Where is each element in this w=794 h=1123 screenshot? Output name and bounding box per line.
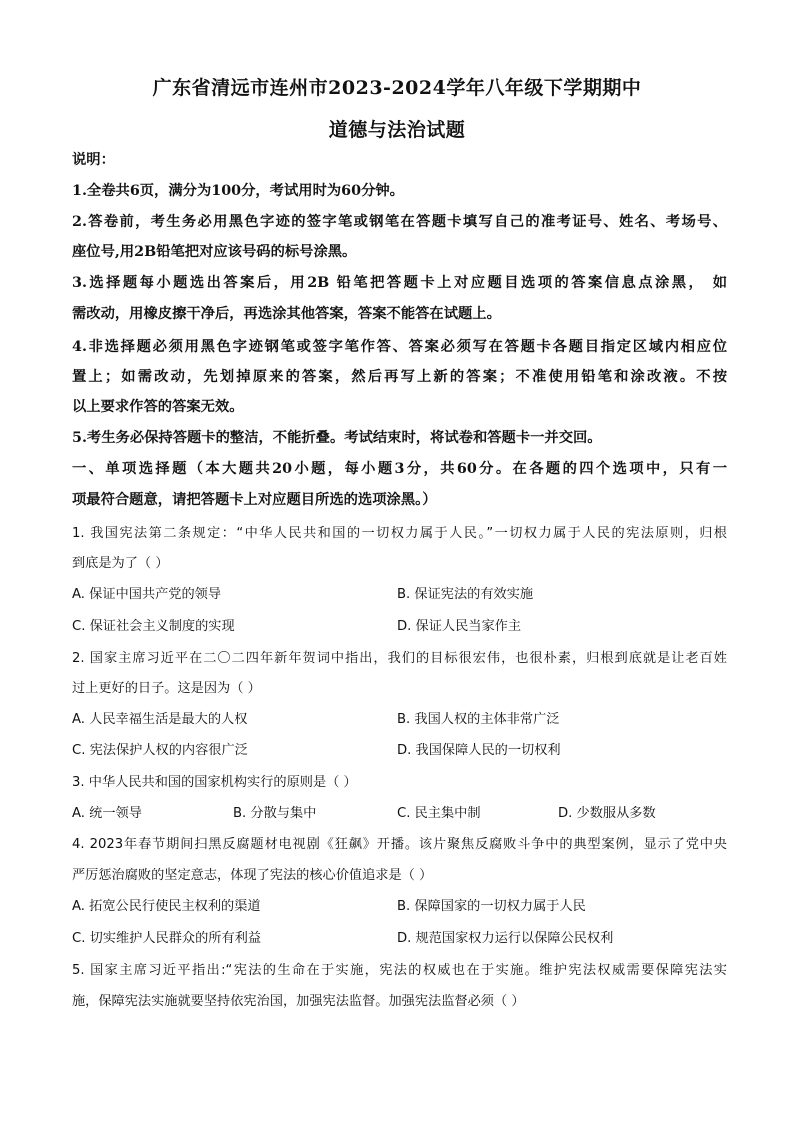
question-3-option-d: D. 少数服从多数 (558, 806, 656, 821)
question-4-stem-2: 严厉惩治腐败的坚定意志，体现了宪法的核心价值追求是（ ） (72, 868, 433, 883)
question-1-option-b: B. 保证宪法的有效实施 (397, 587, 534, 602)
question-4-option-d: D. 规范国家权力运行以保障公民权利 (397, 931, 614, 946)
question-1-stem-2: 到底是为了（ ） (72, 556, 169, 571)
question-3-option-a: A. 统一领导 (72, 806, 142, 821)
instruction-1: 1.全卷共6页，满分为100分，考试用时为60分钟。 (72, 183, 404, 199)
question-2-stem-2: 过上更好的日子。这是因为（ ） (72, 681, 261, 696)
instructions-heading: 说明： (72, 152, 115, 168)
question-4-stem-1: 4. 2023年春节期间扫黑反腐题材电视剧《狂飙》开播。该片聚焦反腐败斗争中的典型案例，显示了党中央 (72, 837, 727, 852)
question-1-option-a: A. 保证中国共产党的领导 (72, 587, 222, 602)
instruction-2a: 2.答卷前，考生务必用黑色字迹的签字笔或钢笔在答题卡填写自己的准考证号、姓名、考场号、 (72, 214, 727, 230)
instruction-4a: 4.非选择题必须用黑色字迹钢笔或签字笔作答、答案必须写在答题卡各题目指定区域内相应位 (72, 339, 727, 355)
question-1-option-c: C. 保证社会主义制度的实现 (72, 619, 235, 634)
instruction-2b: 座位号,用2B铅笔把对应该号码的标号涂黑。 (72, 244, 357, 260)
question-5-stem-1: 5. 国家主席习近平指出:“宪法的生命在于实施，宪法的权威也在于实施。维护宪法权威需要保障宪法实 (72, 963, 727, 978)
instruction-4b: 置上；如需改动，先划掉原来的答案，然后再写上新的答案；不准使用铅笔和涂改液。不按 (72, 369, 727, 385)
section-heading-1: 一、单项选择题（本大题共20小题，每小题3分，共60分。在各题的四个选项中，只有一 (72, 461, 727, 477)
question-2-option-c: C. 宪法保护人权的内容很广泛 (72, 743, 248, 758)
question-2-option-d: D. 我国保障人民的一切权利 (397, 743, 561, 758)
question-3-stem: 3. 中华人民共和国的国家机构实行的原则是（ ） (72, 775, 357, 790)
instruction-3a: 3.选择题每小题选出答案后，用2B 铅笔把答题卡上对应题目选项的答案信息点涂黑， 如 (72, 275, 727, 291)
question-4-option-b: B. 保障国家的一切权力属于人民 (397, 899, 586, 914)
instruction-5: 5.考生务必保持答题卡的整洁，不能折叠。考试结束时，将试卷和答题卡一并交回。 (72, 430, 602, 446)
instruction-3b: 需改动，用橡皮擦干净后，再选涂其他答案，答案不能答在试题上。 (72, 306, 501, 322)
subject-title: 道德与法治试题 (328, 119, 466, 141)
instruction-4c: 以上要求作答的答案无效。 (72, 399, 244, 415)
section-heading-2: 项最符合题意，请把答题卡上对应题目所选的选项涂黑。） (72, 492, 437, 508)
question-3-option-b: B. 分散与集中 (233, 806, 317, 821)
question-2-option-b: B. 我国人权的主体非常广泛 (397, 712, 560, 727)
exam-title: 广东省清远市连州市2023-2024学年八年级下学期期中 (152, 77, 642, 99)
question-5-stem-2: 施，保障宪法实施就要坚持依宪治国，加强宪法监督。加强宪法监督必须（ ） (72, 994, 525, 1009)
question-3-option-c: C. 民主集中制 (397, 806, 481, 821)
question-1-stem-1: 1. 我国宪法第二条规定：“中华人民共和国的一切权力属于人民。”一切权力属于人民的宪法原则，归根 (72, 526, 727, 541)
question-4-option-a: A. 拓宽公民行使民主权利的渠道 (72, 899, 261, 914)
question-2-option-a: A. 人民幸福生活是最大的人权 (72, 712, 248, 727)
question-2-stem-1: 2. 国家主席习近平在二〇二四年新年贺词中指出，我们的目标很宏伟，也很朴素，归根到底就是让老百姓 (72, 651, 727, 666)
question-4-option-c: C. 切实维护人民群众的所有利益 (72, 931, 262, 946)
question-1-option-d: D. 保证人民当家作主 (397, 619, 522, 634)
